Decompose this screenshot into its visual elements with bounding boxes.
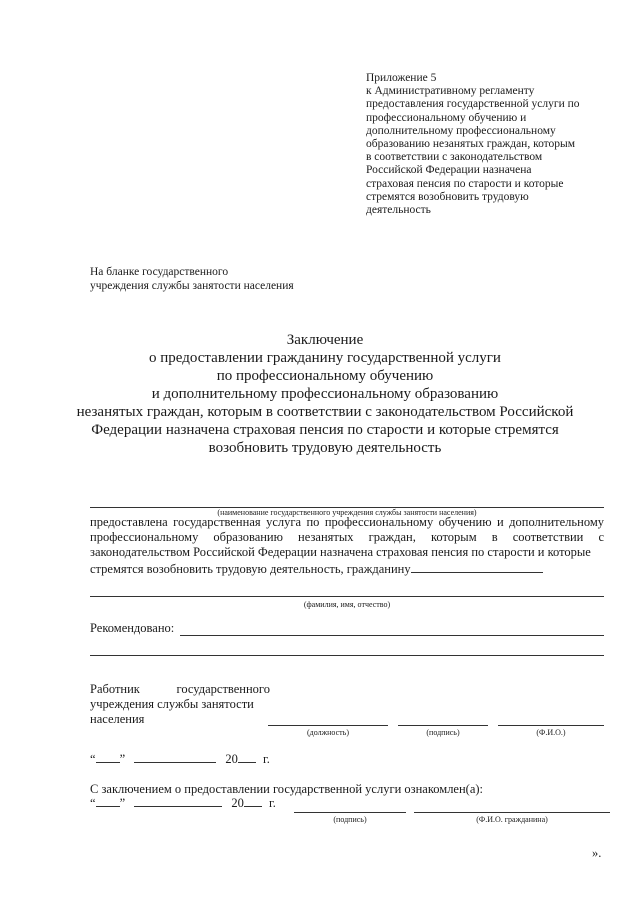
day-blank[interactable] xyxy=(96,796,120,807)
citizen-fio-line[interactable] xyxy=(90,596,604,597)
quote-open: “ xyxy=(90,796,96,810)
letterhead-line: На бланке государственного xyxy=(90,266,229,278)
appendix-line: образованию незанятых граждан, которым xyxy=(366,138,576,151)
recommended-line-1[interactable] xyxy=(180,635,604,636)
month-blank[interactable] xyxy=(134,752,216,763)
position-caption: (должность) xyxy=(307,728,349,737)
citizen-fio-caption: (Ф.И.О. гражданина) xyxy=(476,815,548,824)
document-title xyxy=(60,331,590,457)
date-field-2 xyxy=(90,796,276,811)
body-text: предоставлена государственная услуга по профессиональному обучению и дополнительному профессиональному образованию незанятых граждан, которым в соответствии с законодательством Российской Федерации назначена страховая пенсия по старости и которые xyxy=(90,515,604,559)
appendix-header xyxy=(366,72,616,217)
worker-word-1: Работник xyxy=(90,682,140,696)
signature-caption: (подпись) xyxy=(426,728,460,737)
worker-word-2: государственного xyxy=(176,682,270,696)
year-blank[interactable] xyxy=(244,796,262,807)
year-suffix: г. xyxy=(269,796,276,810)
title-line: по профессиональному обучению xyxy=(216,368,434,384)
quote-close: ” xyxy=(119,752,126,766)
appendix-line: деятельность xyxy=(366,204,431,217)
letterhead-line: учреждения службы занятости населения xyxy=(90,279,294,292)
year-prefix: 20 xyxy=(225,752,238,766)
appendix-line: предоставления государственной услуги по xyxy=(366,98,580,111)
recommended-label: Рекомендовано: xyxy=(90,621,175,635)
body-last-line xyxy=(90,560,604,577)
signature-line[interactable] xyxy=(398,725,488,726)
citizen-fio-sign-line[interactable] xyxy=(414,812,610,813)
quote-open: “ xyxy=(90,752,96,766)
fio-caption: (фамилия, имя, отчество) xyxy=(303,600,391,609)
appendix-line: к Административному регламенту xyxy=(366,85,535,98)
worker-first-line xyxy=(90,682,270,697)
title-line: возобновить трудовую деятельность xyxy=(208,440,442,456)
citizen-signature-caption: (подпись) xyxy=(333,815,367,824)
worker-fio-line[interactable] xyxy=(498,725,604,726)
acquainted-text: С заключением о предоставлении государственной услуги ознакомлен(а): xyxy=(90,782,484,796)
title-line: Федерации назначена страховая пенсия по старости и которые стремятся xyxy=(91,422,559,438)
body-last-text: стремятся возобновить трудовую деятельность, гражданину xyxy=(90,562,411,576)
recommended-line-2[interactable] xyxy=(90,655,604,656)
appendix-line: профессиональному обучению и xyxy=(366,111,527,124)
title-line: о предоставлении гражданину государственной услуги xyxy=(149,350,501,366)
closing-mark: ». xyxy=(592,846,602,860)
quote-close: ” xyxy=(119,796,126,810)
institution-caption: (наименование государственного учреждения службы занятости населения) xyxy=(217,508,477,517)
appendix-line: Российской Федерации назначена xyxy=(366,164,532,177)
worker-rest: учреждения службы занятости населения xyxy=(90,697,254,726)
year-suffix: г. xyxy=(263,752,270,766)
letterhead-note xyxy=(90,266,294,293)
appendix-line: в соответствии с законодательством xyxy=(366,151,543,164)
fio-caption-worker: (Ф.И.О.) xyxy=(536,728,566,737)
citizen-signature-line[interactable] xyxy=(294,812,406,813)
date-field xyxy=(90,752,270,767)
year-prefix: 20 xyxy=(231,796,244,810)
citizen-name-blank[interactable] xyxy=(411,560,543,573)
month-blank[interactable] xyxy=(134,796,222,807)
appendix-line: страховая пенсия по старости и которые xyxy=(366,177,564,190)
title-line: и дополнительному профессиональному образованию xyxy=(151,386,499,402)
appendix-line: Приложение 5 xyxy=(366,72,437,84)
position-line[interactable] xyxy=(268,725,388,726)
body-paragraph xyxy=(90,515,604,577)
year-blank[interactable] xyxy=(238,752,256,763)
appendix-line: стремятся возобновить трудовую xyxy=(366,190,529,203)
worker-label xyxy=(90,682,270,727)
title-line: незанятых граждан, которым в соответствии с законодательством Российской xyxy=(76,404,574,420)
appendix-line: дополнительному профессиональному xyxy=(366,124,556,137)
title-line: Заключение xyxy=(286,332,364,348)
day-blank[interactable] xyxy=(96,752,120,763)
